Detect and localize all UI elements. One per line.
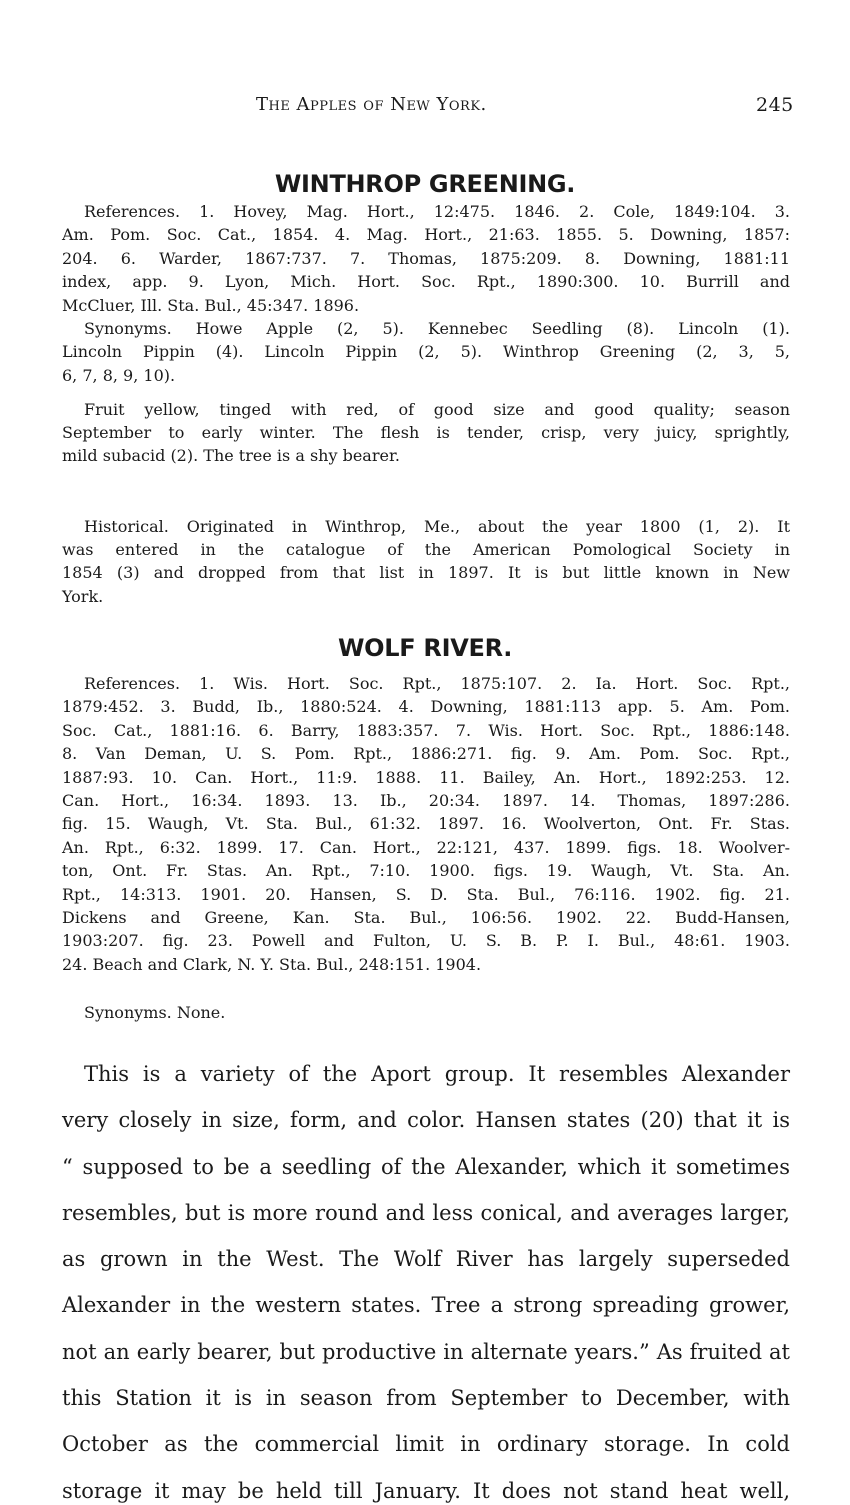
text-line: York.	[62, 586, 104, 606]
text-line: ton, Ont. Fr. Stas. An. Rpt., 7:10. 1900. figs. 19. Waugh, Vt. Sta. An.	[62, 861, 790, 881]
section-title-wolf-river: WOLF RIVER.	[337, 634, 513, 662]
wolf-river-references	[62, 672, 790, 976]
winthrop-synonyms	[62, 317, 790, 387]
text-line: Lincoln Pippin (4). Lincoln Pippin (2, 5). Winthrop Greening (2, 3, 5,	[62, 342, 790, 362]
text-line: very closely in size, form, and color. Hansen states (20) that it is	[62, 1108, 790, 1133]
page-number: 245	[756, 94, 794, 116]
text-line: References. 1. Wis. Hort. Soc. Rpt., 1875:107. 2. Ia. Hort. Soc. Rpt.,	[84, 674, 790, 693]
text-line: 204. 6. Warder, 1867:737. 7. Thomas, 1875:209. 8. Downing, 1881:11	[62, 248, 790, 268]
text-line: 1887:93. 10. Can. Hort., 11:9. 1888. 11. Bailey, An. Hort., 1892:253. 12.	[62, 767, 790, 787]
text-line: was entered in the catalogue of the American Pomological Society in	[62, 540, 790, 560]
text-line: Am. Pom. Soc. Cat., 1854. 4. Mag. Hort., 21:63. 1855. 5. Downing, 1857:	[62, 225, 790, 245]
text-line: Fruit yellow, tinged with red, of good size and good quality; season	[84, 400, 790, 419]
text-line: Alexander in the western states. Tree a strong spreading grower,	[62, 1293, 790, 1318]
text-line: Rpt., 14:313. 1901. 20. Hansen, S. D. Sta. Bul., 76:116. 1902. fig. 21.	[62, 884, 790, 904]
text-line: 8. Van Deman, U. S. Pom. Rpt., 1886:271. fig. 9. Am. Pom. Soc. Rpt.,	[62, 744, 790, 764]
text-line: “ supposed to be a seedling of the Alexander, which it sometimes	[62, 1154, 790, 1179]
text-line: fig. 15. Waugh, Vt. Sta. Bul., 61:32. 1897. 16. Woolverton, Ont. Fr. Stas.	[62, 814, 790, 834]
text-line: September to early winter. The flesh is tender, crisp, very juicy, sprightly,	[62, 423, 790, 443]
section-title-winthrop-greening: WINTHROP GREENING.	[274, 170, 576, 198]
text-line: McCluer, Ill. Sta. Bul., 45:347. 1896.	[62, 295, 360, 315]
text-line: This is a variety of the Aport group. It resembles Alexander	[84, 1062, 790, 1086]
winthrop-references	[62, 200, 790, 317]
text-line: this Station it is in season from September to December, with	[62, 1386, 790, 1411]
text-line: as grown in the West. The Wolf River has largely superseded	[62, 1247, 790, 1272]
text-line: mild subacid (2). The tree is a shy bearer.	[62, 446, 400, 466]
text-line: not an early bearer, but productive in alternate years.” As fruited at	[62, 1339, 790, 1364]
text-line: Dickens and Greene, Kan. Sta. Bul., 106:56. 1902. 22. Budd-Hansen,	[62, 907, 790, 927]
text-line: An. Rpt., 6:32. 1899. 17. Can. Hort., 22:121, 437. 1899. figs. 18. Woolver-	[62, 837, 790, 857]
text-line: Can. Hort., 16:34. 1893. 13. Ib., 20:34. 1897. 14. Thomas, 1897:286.	[62, 790, 790, 810]
text-line: Synonyms. Howe Apple (2, 5). Kennebec Seedling (8). Lincoln (1).	[84, 319, 790, 338]
text-line: Soc. Cat., 1881:16. 6. Barry, 1883:357. 7. Wis. Hort. Soc. Rpt., 1886:148.	[62, 720, 790, 740]
text-line: 1879:452. 3. Budd, Ib., 1880:524. 4. Downing, 1881:113 app. 5. Am. Pom.	[62, 697, 790, 717]
text-line: 6, 7, 8, 9, 10).	[62, 365, 176, 385]
winthrop-description	[62, 398, 790, 468]
text-line: 24. Beach and Clark, N. Y. Sta. Bul., 248:151. 1904.	[62, 954, 482, 974]
wolf-river-body	[62, 1051, 790, 1505]
wolf-river-synonyms	[62, 1001, 790, 1024]
text-line: storage it may be held till January. It does not stand heat well,	[62, 1478, 790, 1503]
text-line: Synonyms. None.	[84, 1003, 226, 1022]
text-line: References. 1. Hovey, Mag. Hort., 12:475. 1846. 2. Cole, 1849:104. 3.	[84, 202, 790, 221]
text-line: 1903:207. fig. 23. Powell and Fulton, U. S. B. P. I. Bul., 48:61. 1903.	[62, 931, 790, 951]
winthrop-historical	[62, 515, 790, 608]
text-line: index, app. 9. Lyon, Mich. Hort. Soc. Rpt., 1890:300. 10. Burrill and	[62, 272, 790, 292]
running-title: The Apples of New York.	[256, 94, 487, 115]
text-line: 1854 (3) and dropped from that list in 1897. It is but little known in New	[62, 563, 790, 583]
text-line: October as the commercial limit in ordinary storage. In cold	[62, 1432, 790, 1457]
text-line: resembles, but is more round and less conical, and averages larger,	[62, 1200, 790, 1225]
text-line: Historical. Originated in Winthrop, Me., about the year 1800 (1, 2). It	[84, 517, 790, 536]
